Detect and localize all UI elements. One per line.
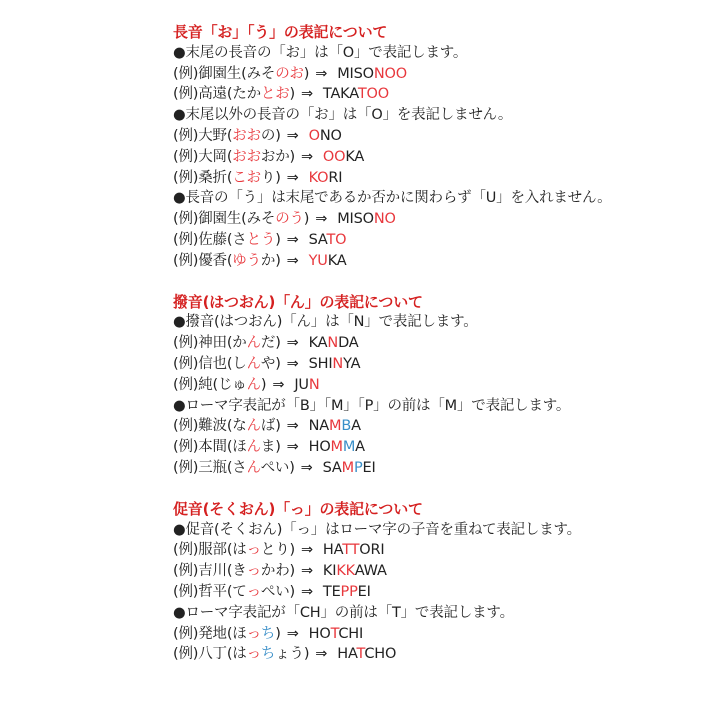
text-fragment: SA (322, 459, 342, 476)
text-fragment: 服部 (198, 542, 227, 559)
text-fragment: (例) (173, 335, 199, 352)
text-fragment: 吉川 (198, 563, 227, 580)
text-fragment: (な (226, 418, 247, 435)
arrow-icon: ⇒ (286, 127, 299, 144)
text-fragment: 八丁 (198, 646, 227, 663)
arrow-icon: ⇒ (300, 542, 313, 559)
text-fragment: おお (232, 148, 261, 165)
text-fragment: AWA (354, 563, 387, 580)
text-fragment: 御園生 (198, 65, 242, 82)
text-fragment: MISO (337, 211, 374, 228)
text-fragment: RI (328, 169, 343, 186)
text-fragment: SHI (308, 355, 333, 372)
text-fragment: ん (246, 439, 261, 456)
text-fragment: N (327, 335, 339, 352)
text-fragment: (みそ (241, 211, 276, 228)
example-row (173, 416, 623, 437)
text-fragment: (て (226, 583, 247, 600)
text-fragment: EI (362, 459, 376, 476)
text-fragment: 本間 (198, 439, 227, 456)
text-fragment: のお (275, 65, 304, 82)
text-fragment: TT (342, 542, 360, 559)
arrow-icon: ⇒ (286, 439, 299, 456)
text-fragment: だ) (260, 335, 281, 352)
text-fragment: (例) (173, 169, 199, 186)
arrow-icon: ⇒ (300, 86, 313, 103)
text-fragment: (例) (173, 127, 199, 144)
text-fragment: (例) (173, 418, 199, 435)
text-fragment: MISO (337, 65, 374, 82)
section-long-vowel (173, 22, 623, 272)
arrow-icon: ⇒ (315, 646, 328, 663)
text-fragment: り) (260, 169, 281, 186)
example-row (173, 375, 623, 396)
text-fragment: っ (246, 542, 261, 559)
text-fragment: とり) (260, 542, 295, 559)
text-fragment: (例) (173, 439, 199, 456)
text-fragment: HO (308, 625, 331, 642)
text-fragment: (さ (226, 231, 247, 248)
rule-text: ●末尾の長音の「お」は「O」で表記します。 (173, 44, 468, 61)
text-fragment: B (341, 418, 352, 435)
text-fragment: (たか (226, 86, 261, 103)
text-fragment: (き (226, 563, 247, 580)
text-fragment: 難波 (198, 418, 227, 435)
text-fragment: ょう) (275, 646, 310, 663)
arrow-icon: ⇒ (300, 583, 313, 600)
text-fragment: HO (308, 439, 331, 456)
text-fragment: ( (226, 169, 233, 186)
text-fragment: ( (226, 127, 233, 144)
text-fragment: T (356, 646, 365, 663)
example-row (173, 168, 623, 189)
text-fragment: EI (357, 583, 371, 600)
example-row (173, 561, 623, 582)
example-row (173, 64, 623, 85)
text-fragment: こお (232, 169, 261, 186)
rule-text: ●長音の「う」は末尾であるか否かに関わらず「U」を入れません。 (173, 190, 612, 207)
text-fragment: TOO (357, 86, 389, 103)
text-fragment: (例) (173, 459, 199, 476)
text-fragment: KA (308, 335, 328, 352)
text-fragment: (例) (173, 563, 199, 580)
text-fragment: ぺい) (260, 583, 295, 600)
text-fragment: 神田 (198, 335, 227, 352)
example-row (173, 147, 623, 168)
example-row (173, 126, 623, 147)
text-fragment: (し (226, 355, 247, 372)
arrow-icon: ⇒ (315, 65, 328, 82)
example-row (173, 624, 623, 645)
text-fragment: の) (260, 127, 281, 144)
arrow-icon: ⇒ (286, 418, 299, 435)
text-fragment: (は (226, 542, 247, 559)
text-fragment: ) (303, 65, 310, 82)
text-fragment: (みそ (241, 65, 276, 82)
rule-text: ●ローマ字表記が「B」「M」「P」の前は「M」で表記します。 (173, 397, 571, 414)
text-fragment: NO (373, 211, 396, 228)
text-fragment: NA (308, 418, 329, 435)
section-title: 撥音(はつおん)「ん」の表記について (173, 292, 423, 311)
text-fragment: (例) (173, 252, 199, 269)
text-fragment: YA (343, 355, 361, 372)
text-fragment: ) (275, 231, 281, 248)
text-fragment: M (341, 459, 354, 476)
text-fragment: (ほ (226, 439, 247, 456)
text-fragment: ん (246, 355, 261, 372)
example-row (173, 209, 623, 230)
text-fragment: ち (260, 646, 276, 663)
text-fragment: A (351, 418, 361, 435)
text-fragment: ) (289, 86, 295, 103)
text-fragment: O (308, 127, 320, 144)
rule-text: ●末尾以外の長音の「お」は「O」を表記しません。 (173, 107, 513, 124)
text-fragment: TAKA (322, 86, 358, 103)
text-fragment: ) (260, 376, 267, 393)
arrow-icon: ⇒ (286, 169, 299, 186)
rule-text: ●促音(そくおん)「っ」はローマ字の子音を重ねて表記します。 (173, 521, 581, 538)
text-fragment: ん (246, 418, 261, 435)
text-fragment: (例) (173, 231, 199, 248)
text-fragment: N (332, 355, 344, 372)
text-fragment: ) (275, 625, 281, 642)
text-fragment: おお (232, 127, 261, 144)
text-fragment: (は (226, 646, 247, 663)
example-row (173, 644, 623, 665)
text-fragment: ゆう (232, 252, 261, 269)
text-fragment: 信也 (198, 355, 227, 372)
text-fragment: とお (260, 86, 290, 103)
text-fragment: PP (340, 583, 358, 600)
text-fragment: (じゅ (212, 376, 247, 393)
text-fragment: JU (294, 376, 309, 393)
section-geminate (173, 499, 623, 665)
text-fragment: っ (246, 625, 261, 642)
text-fragment: ん (246, 376, 261, 393)
arrow-icon: ⇒ (286, 355, 299, 372)
text-fragment: 高遠 (198, 86, 227, 103)
rule-text: ●ローマ字表記が「CH」の前は「T」で表記します。 (173, 604, 514, 621)
text-fragment: 哲平 (198, 583, 227, 600)
arrow-icon: ⇒ (286, 625, 299, 642)
text-fragment: かわ) (260, 563, 295, 580)
text-fragment: M (329, 418, 342, 435)
example-row (173, 582, 623, 603)
rule-text: ●撥音(はつおん)「ん」は「N」で表記します。 (173, 314, 478, 331)
text-fragment: っ (246, 563, 261, 580)
text-fragment: SA (308, 231, 327, 248)
text-fragment: TO (326, 231, 347, 248)
text-fragment: OO (322, 148, 346, 165)
text-fragment: ( (226, 148, 233, 165)
text-fragment: っ (246, 583, 261, 600)
text-fragment: ORI (359, 542, 385, 559)
text-fragment: TE (322, 583, 341, 600)
text-fragment: 桑折 (198, 169, 227, 186)
text-fragment: ん (246, 335, 261, 352)
example-row (173, 230, 623, 251)
text-fragment: KO (308, 169, 329, 186)
text-fragment: 御園生 (198, 211, 242, 228)
text-fragment: ぺい) (260, 459, 295, 476)
text-fragment: CHO (364, 646, 397, 663)
section-title: 促音(そくおん)「っ」の表記について (173, 499, 423, 518)
text-fragment: KA (327, 252, 347, 269)
text-fragment: M (342, 439, 356, 456)
text-fragment: ち (260, 625, 276, 642)
text-fragment: ば) (260, 418, 281, 435)
section-syllabic-n (173, 292, 623, 479)
arrow-icon: ⇒ (300, 563, 313, 580)
text-fragment: (例) (173, 583, 199, 600)
arrow-icon: ⇒ (272, 376, 285, 393)
example-row (173, 84, 623, 105)
arrow-icon: ⇒ (286, 335, 299, 352)
arrow-icon: ⇒ (300, 148, 313, 165)
text-fragment: ) (303, 211, 310, 228)
text-fragment: T (330, 625, 339, 642)
text-fragment: 優香 (198, 252, 227, 269)
text-fragment: (例) (173, 646, 199, 663)
text-fragment: (さ (226, 459, 247, 476)
text-fragment: 大野 (198, 127, 227, 144)
text-fragment: のう (275, 211, 304, 228)
text-fragment: (例) (173, 211, 199, 228)
text-fragment: (例) (173, 65, 199, 82)
text-fragment: (例) (173, 355, 199, 372)
text-fragment: や) (260, 355, 281, 372)
text-fragment: M (330, 439, 343, 456)
text-fragment: NO (319, 127, 342, 144)
text-fragment: 佐藤 (198, 231, 227, 248)
text-fragment: (例) (173, 542, 199, 559)
text-fragment: KA (345, 148, 365, 165)
text-fragment: (例) (173, 625, 199, 642)
text-fragment: (か (226, 335, 247, 352)
text-fragment: P (353, 459, 363, 476)
text-fragment: N (308, 376, 320, 393)
text-fragment: KK (336, 563, 355, 580)
arrow-icon: ⇒ (286, 231, 299, 248)
text-fragment: 大岡 (198, 148, 227, 165)
example-row (173, 251, 623, 272)
text-fragment: NOO (373, 65, 407, 82)
text-fragment: 発地 (198, 625, 227, 642)
arrow-icon: ⇒ (286, 252, 299, 269)
text-fragment: ん (246, 459, 261, 476)
text-fragment: とう (246, 231, 276, 248)
text-fragment: 三瓶 (198, 459, 227, 476)
text-fragment: A (355, 439, 365, 456)
example-row (173, 333, 623, 354)
text-fragment: CHI (338, 625, 364, 642)
section-title: 長音「お」「う」の表記について (173, 23, 388, 41)
text-fragment: おか) (260, 148, 295, 165)
example-row (173, 458, 623, 479)
text-fragment: か) (260, 252, 281, 269)
text-fragment: HA (322, 542, 343, 559)
text-fragment: 純 (198, 376, 213, 393)
text-fragment: YU (308, 252, 328, 269)
romanization-guide (173, 22, 623, 665)
text-fragment: (例) (173, 148, 199, 165)
text-fragment: KI (322, 563, 337, 580)
text-fragment: (例) (173, 86, 199, 103)
text-fragment: ま) (260, 439, 281, 456)
example-row (173, 354, 623, 375)
arrow-icon: ⇒ (315, 211, 328, 228)
example-row (173, 540, 623, 561)
text-fragment: (例) (173, 376, 199, 393)
text-fragment: ( (226, 252, 233, 269)
example-row (173, 437, 623, 458)
text-fragment: HA (337, 646, 357, 663)
text-fragment: (ほ (226, 625, 247, 642)
text-fragment: DA (338, 335, 359, 352)
arrow-icon: ⇒ (300, 459, 313, 476)
text-fragment: っ (246, 646, 261, 663)
